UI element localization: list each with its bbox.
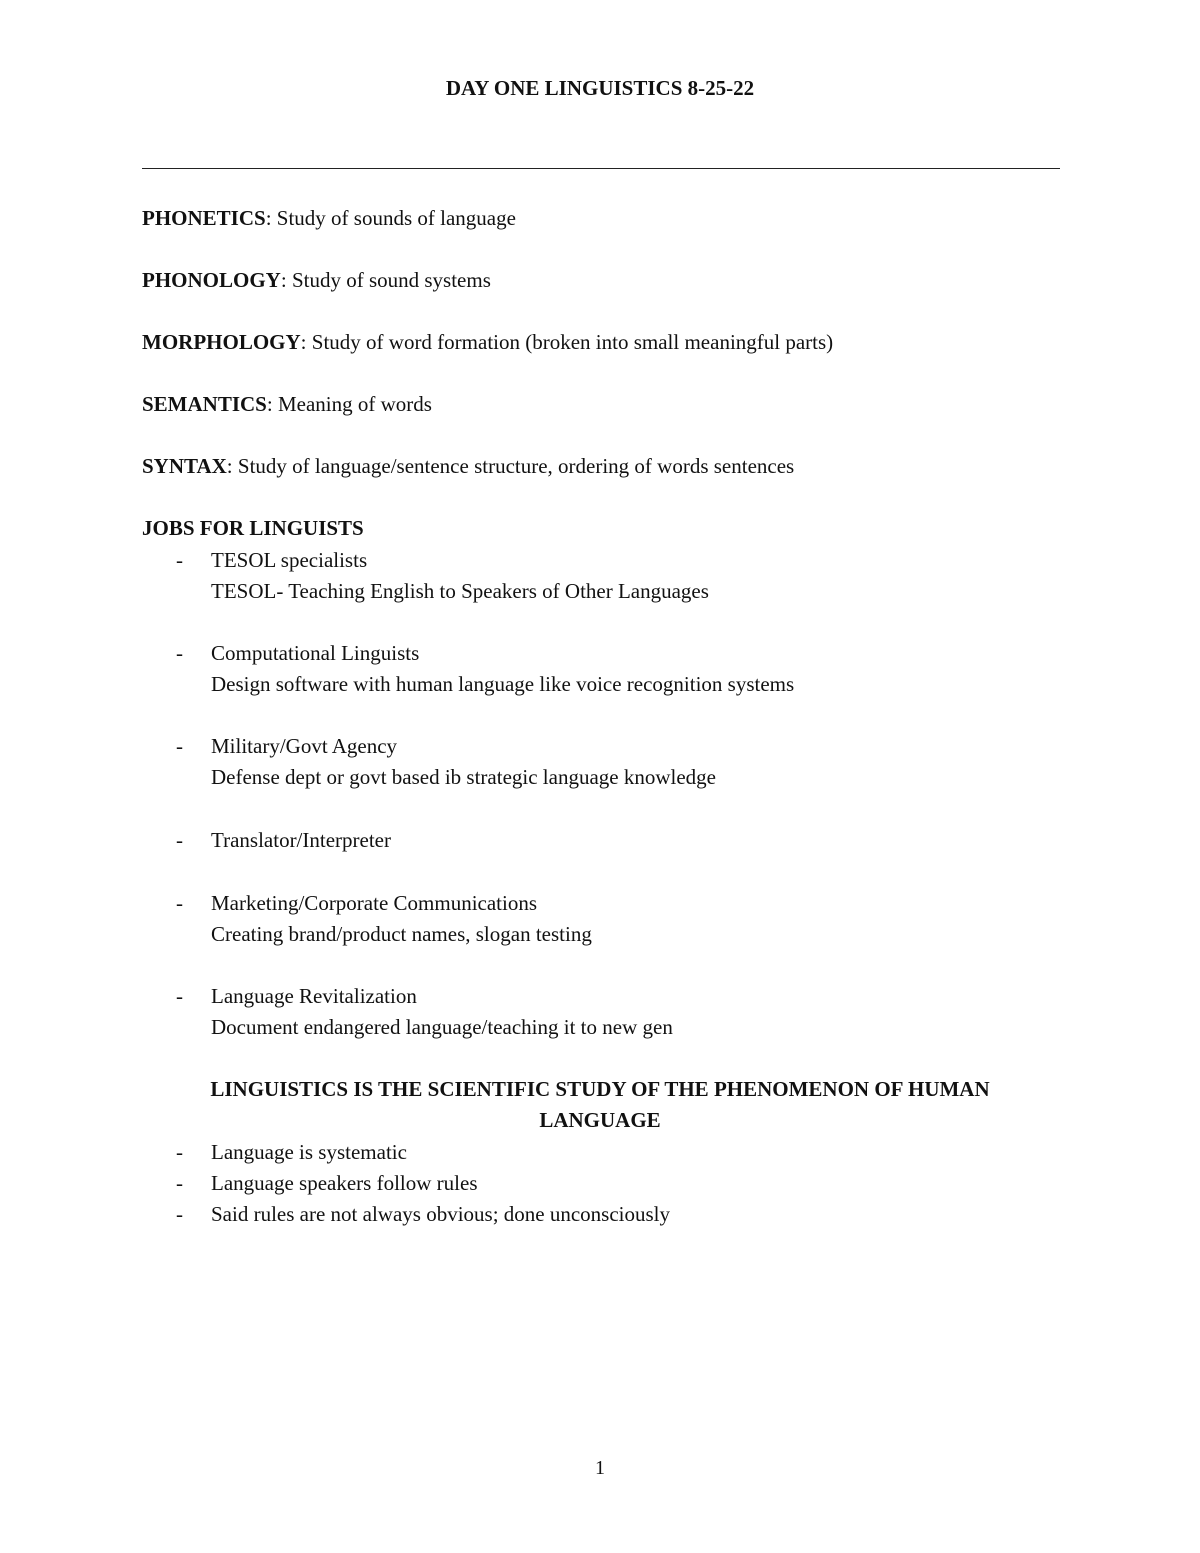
point-text: Language is systematic: [211, 1140, 407, 1164]
linguistics-statement: [142, 1074, 1058, 1136]
list-dash: -: [176, 1171, 183, 1195]
job-detail: TESOL- Teaching English to Speakers of Other Languages: [211, 579, 709, 603]
list-dash: -: [176, 641, 183, 665]
definition-syntax: [142, 451, 794, 481]
list-dash: -: [176, 1202, 183, 1226]
job-detail: Defense dept or govt based ib strategic language knowledge: [211, 765, 716, 789]
definition-term: SEMANTICS: [142, 392, 267, 416]
definition-separator: :: [226, 454, 238, 478]
page-number: 1: [595, 1457, 605, 1479]
point-text: Language speakers follow rules: [211, 1171, 478, 1195]
job-detail: Design software with human language like voice recognition systems: [211, 672, 795, 696]
definition-phonology: [142, 265, 491, 295]
job-detail: Creating brand/product names, slogan testing: [211, 922, 592, 946]
horizontal-rule: [142, 168, 1060, 169]
jobs-heading: JOBS FOR LINGUISTS: [142, 516, 364, 540]
definition-term: PHONOLOGY: [142, 268, 281, 292]
definition-morphology: [142, 327, 833, 357]
definition-term: PHONETICS: [142, 206, 266, 230]
job-title: Translator/Interpreter: [211, 828, 391, 852]
list-dash: -: [176, 1140, 183, 1164]
job-title: Marketing/Corporate Communications: [211, 891, 538, 915]
definition-separator: :: [300, 330, 312, 354]
definition-separator: :: [266, 392, 278, 416]
definition-term: MORPHOLOGY: [142, 330, 301, 354]
list-dash: -: [176, 734, 183, 758]
job-title: Language Revitalization: [211, 984, 417, 1008]
list-dash: -: [176, 891, 183, 915]
list-dash: -: [176, 984, 183, 1008]
job-title: TESOL specialists: [211, 548, 368, 572]
definition-phonetics: [142, 203, 516, 233]
definition-text: Study of sounds of language: [276, 206, 516, 230]
point-text: Said rules are not always obvious; done unconsciously: [211, 1202, 671, 1226]
statement-line-1: LINGUISTICS IS THE SCIENTIFIC STUDY OF THE PHENOMENON OF HUMAN: [210, 1077, 990, 1101]
list-dash: -: [176, 548, 183, 572]
definition-separator: :: [280, 268, 292, 292]
job-title: Computational Linguists: [211, 641, 420, 665]
document-title: DAY ONE LINGUISTICS 8-25-22: [445, 76, 755, 100]
definition-text: Meaning of words: [277, 392, 432, 416]
definition-text: Study of word formation (broken into small meaningful parts): [311, 330, 834, 354]
job-detail: Document endangered language/teaching it to new gen: [211, 1015, 673, 1039]
definition-semantics: [142, 389, 432, 419]
definition-text: Study of sound systems: [291, 268, 491, 292]
definition-separator: :: [265, 206, 277, 230]
definition-term: SYNTAX: [142, 454, 227, 478]
statement-line-2: LANGUAGE: [539, 1108, 661, 1132]
definition-text: Study of language/sentence structure, ordering of words sentences: [237, 454, 795, 478]
list-dash: -: [176, 828, 183, 852]
job-title: Military/Govt Agency: [211, 734, 398, 758]
